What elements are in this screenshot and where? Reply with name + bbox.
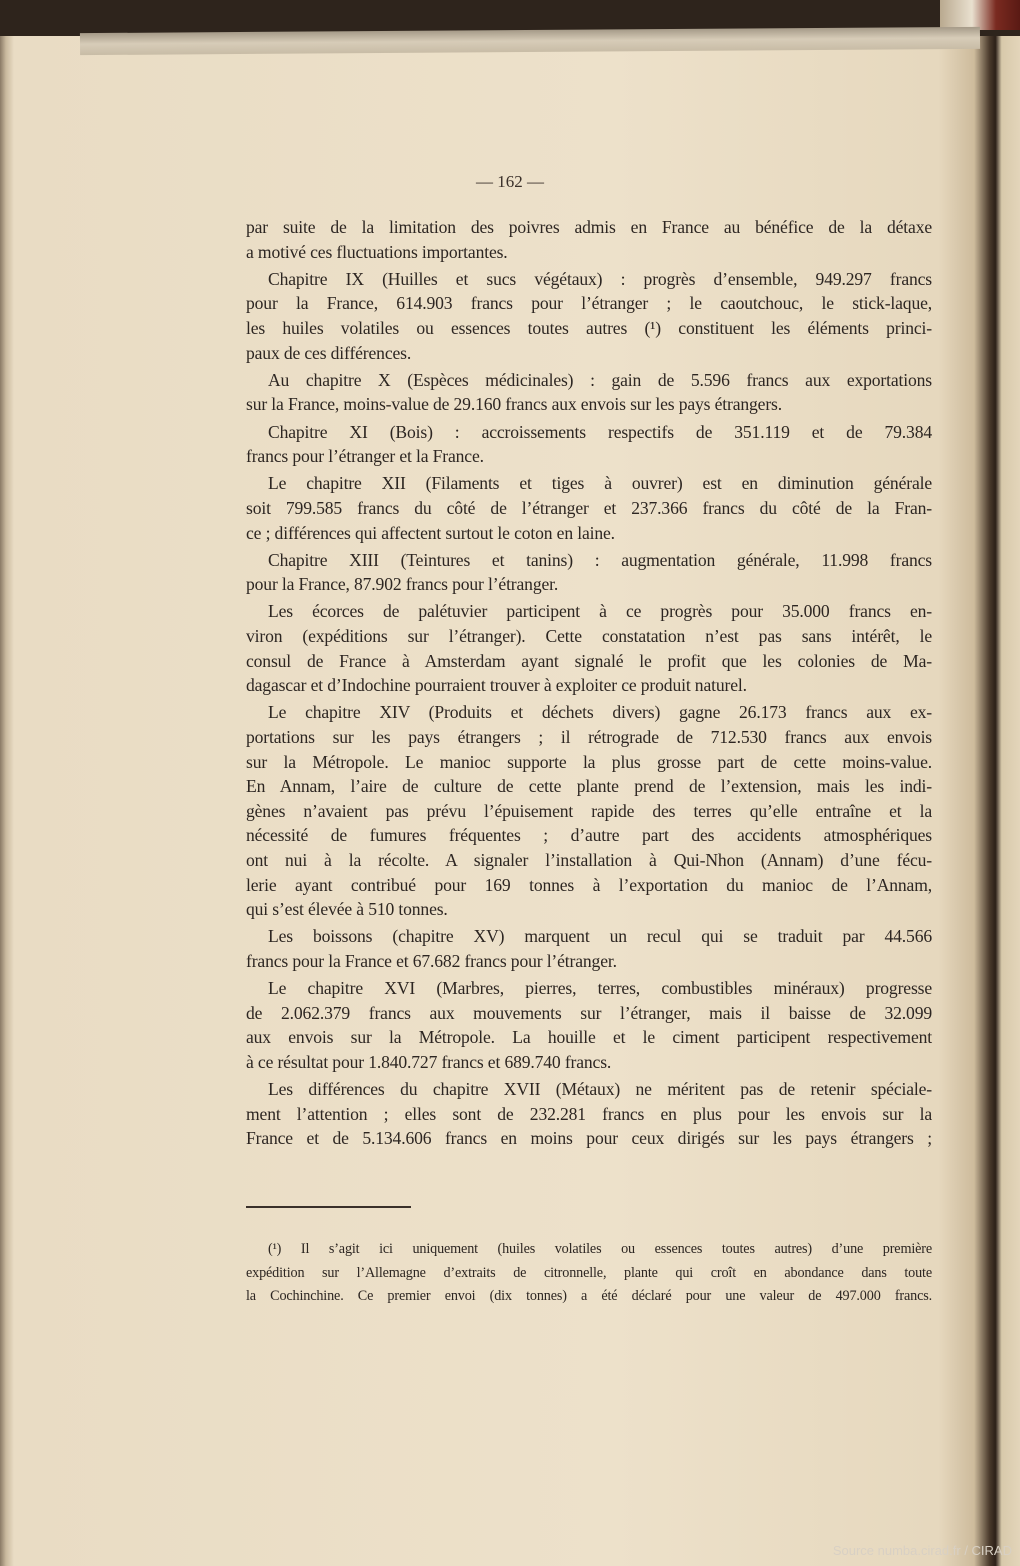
- page-number: — 162 —: [476, 172, 544, 191]
- paragraph: [246, 215, 932, 264]
- text-line: Le chapitre XIV (Produits et déchets divers) gagne 26.173 francs aux ex-: [268, 702, 932, 723]
- text-line: qui s’est élevée à 510 tonnes.: [246, 899, 448, 920]
- source-credit: Source numba.cirad.fr / CIRAD: [832, 1543, 1012, 1558]
- text-line: En Annam, l’aire de culture de cette plante prend de l’extension, mais les indi-: [246, 776, 932, 797]
- text-line: de 2.062.379 francs aux mouvements sur l’étranger, mais il baisse de 32.099: [246, 1002, 932, 1023]
- text-line: sur la France, moins-value de 29.160 francs aux envois sur les pays étrangers.: [246, 394, 782, 415]
- text-line: les huiles volatiles ou essences toutes autres (¹) constituent les éléments princi-: [246, 317, 932, 338]
- text-line: Les différences du chapitre XVII (Métaux) ne méritent pas de retenir spéciale-: [268, 1079, 932, 1100]
- text-line: Les boissons (chapitre XV) marquent un recul qui se traduit par 44.566: [268, 926, 932, 947]
- text-line: paux de ces différences.: [246, 342, 412, 363]
- text-line: pour la France, 614.903 francs pour l’étranger ; le caoutchouc, le stick-laque,: [246, 293, 932, 314]
- text-line: ment l’attention ; elles sont de 232.281 francs en plus pour les envois sur la: [246, 1103, 932, 1124]
- text-line: aux envois sur la Métropole. La houille et le ciment participent respectivement: [246, 1027, 932, 1048]
- paragraph: [246, 471, 932, 545]
- text-line: Les écorces de palétuvier participent à ce progrès pour 35.000 francs en-: [268, 601, 932, 622]
- text-line: consul de France à Amsterdam ayant signalé le profit que les colonies de Ma-: [246, 650, 932, 671]
- text-line: francs pour la France et 67.682 francs pour l’étranger.: [246, 950, 617, 971]
- text-line: pour la France, 87.902 francs pour l’étranger.: [246, 574, 559, 595]
- footnote: [246, 1238, 932, 1309]
- paragraph: [246, 976, 932, 1074]
- text-line: a motivé ces fluctuations importantes.: [246, 241, 508, 262]
- text-line: viron (expéditions sur l’étranger). Cette constatation n’est pas sans intérêt, le: [246, 626, 932, 647]
- paragraph: [246, 548, 932, 597]
- text-line: soit 799.585 francs du côté de l’étranger et 237.366 francs du côté de la Fran-: [246, 497, 932, 518]
- text-line: gènes n’avaient pas prévu l’épuisement rapide des terres qu’elle entraîne et la: [246, 800, 932, 821]
- text-line: portations sur les pays étrangers ; il rétrograde de 712.530 francs aux envois: [246, 727, 932, 748]
- footnote-divider: [246, 1206, 411, 1208]
- text-line: Le chapitre XVI (Marbres, pierres, terres, combustibles minéraux) progresse: [268, 978, 932, 999]
- text-line: France et de 5.134.606 francs en moins pour ceux dirigés sur les pays étrangers ;: [246, 1128, 932, 1149]
- paragraph: [246, 924, 932, 973]
- text-line: nécessité de fumures fréquentes ; d’autre part des accidents atmosphériques: [246, 825, 932, 846]
- paragraph: [246, 368, 932, 417]
- text-line: dagascar et d’Indochine pourraient trouver à exploiter ce produit naturel.: [246, 675, 747, 696]
- paragraph: [246, 700, 932, 921]
- text-line: à ce résultat pour 1.840.727 francs et 689.740 francs.: [246, 1051, 612, 1072]
- text-line: sur la Métropole. Le manioc supporte la plus grosse part de cette moins-value.: [246, 751, 932, 772]
- text-line: Chapitre XI (Bois) : accroissements respectifs de 351.119 et de 79.384: [268, 421, 932, 442]
- footnote-line: la Cochinchine. Ce premier envoi (dix tonnes) a été déclaré pour une valeur de 497.000 francs.: [246, 1288, 932, 1304]
- footnote-line: (¹) Il s’agit ici uniquement (huiles volatiles ou essences toutes autres) d’une première: [268, 1241, 932, 1257]
- text-line: Le chapitre XII (Filaments et tiges à ouvrer) est en diminution générale: [268, 473, 932, 494]
- text-line: lerie ayant contribué pour 169 tonnes à l’exportation du manioc de l’Annam,: [246, 874, 932, 895]
- paragraph: [246, 599, 932, 697]
- footnote-line: expédition sur l’Allemagne d’extraits de citronnelle, plante qui croît en abondance dans toute: [246, 1264, 932, 1281]
- book-cover-edge: [940, 0, 1020, 30]
- text-line: par suite de la limitation des poivres admis en France au bénéfice de la détaxe: [246, 217, 932, 237]
- body-text: [246, 215, 932, 1154]
- paragraph: [246, 1077, 932, 1151]
- text-line: francs pour l’étranger et la France.: [246, 446, 484, 467]
- text-line: Chapitre IX (Huilles et sucs végétaux) : progrès d’ensemble, 949.297 francs: [268, 268, 932, 289]
- text-line: Chapitre XIII (Teintures et tanins) : augmentation générale, 11.998 francs: [268, 549, 932, 570]
- paragraph: [246, 420, 932, 469]
- text-line: ont nui à la récolte. A signaler l’installation à Qui-Nhon (Annam) d’une fécu-: [246, 850, 932, 870]
- text-line: Au chapitre X (Espèces médicinales) : gain de 5.596 francs aux exportations: [268, 369, 932, 390]
- paragraph: [246, 267, 932, 365]
- text-line: ce ; différences qui affectent surtout le coton en laine.: [246, 522, 615, 543]
